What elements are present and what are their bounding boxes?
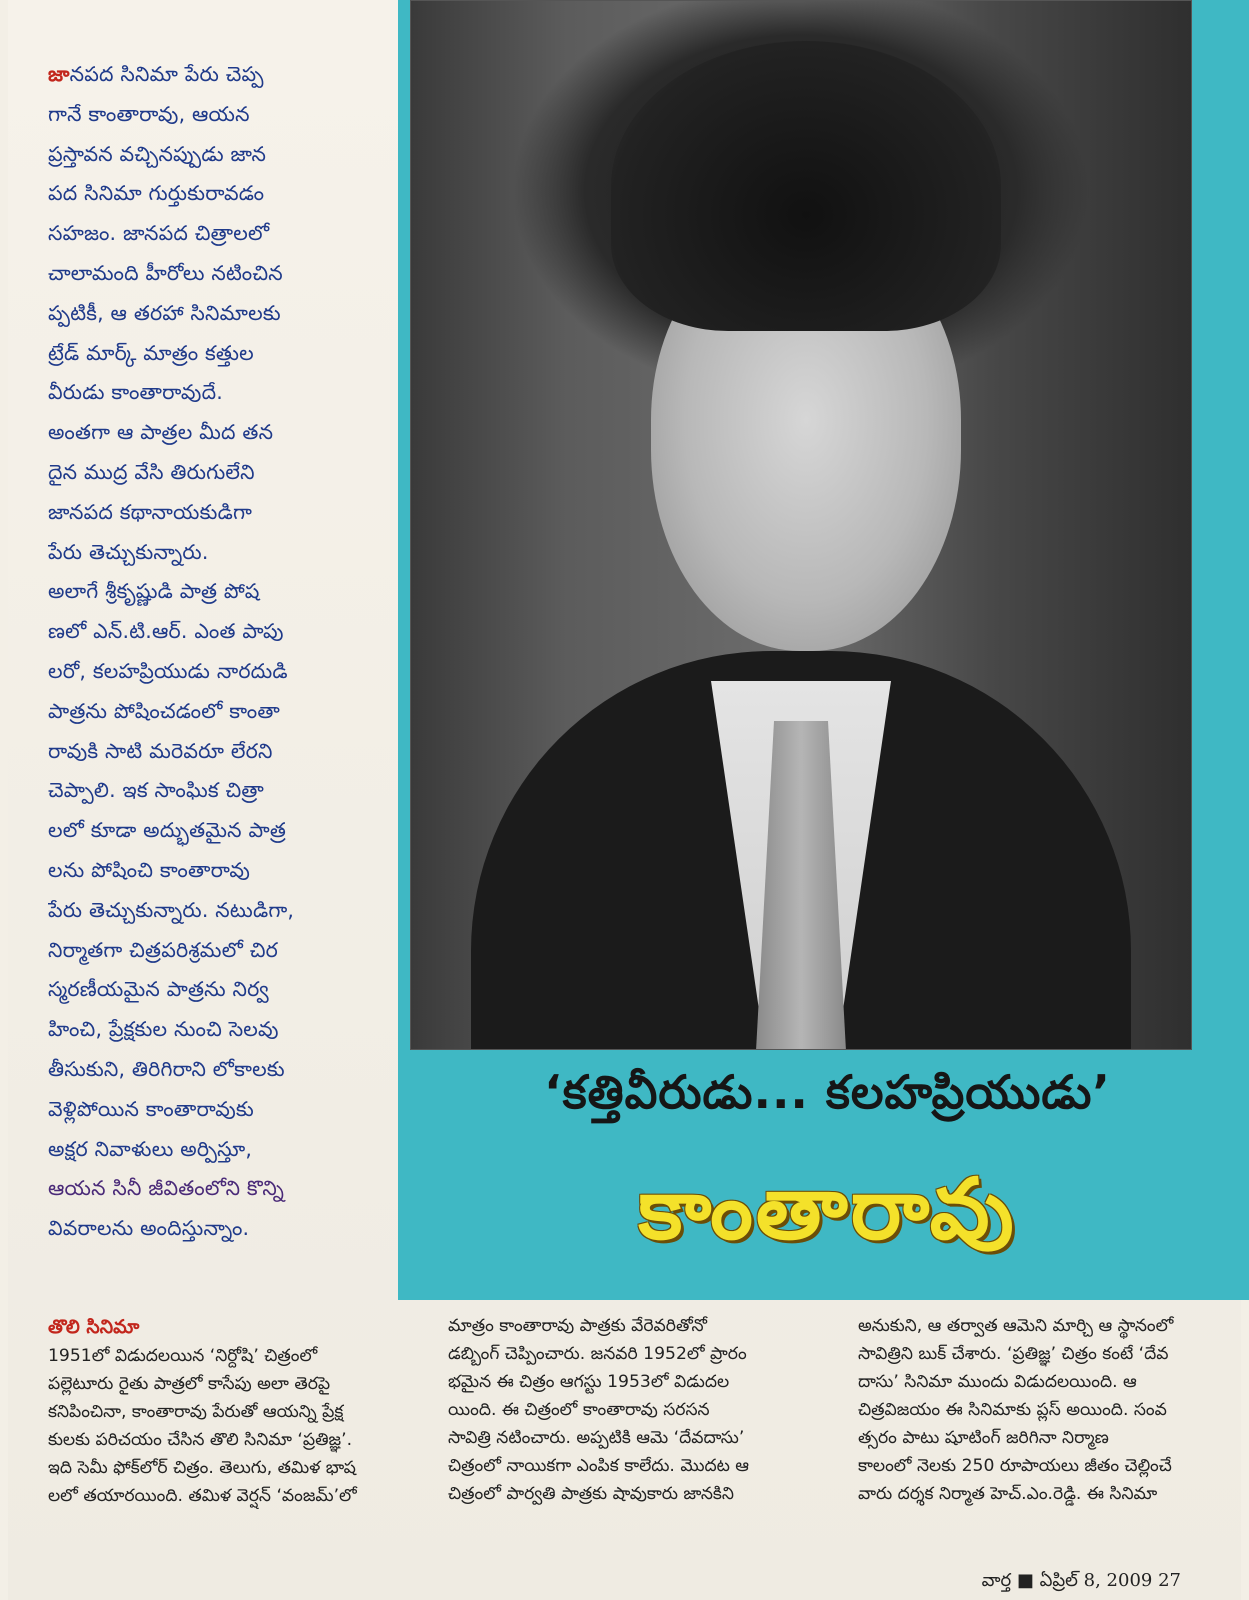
intro-line-text: సహజం. జానపద చిత్రాలలో xyxy=(48,221,270,246)
intro-line xyxy=(48,1090,378,1130)
intro-line-text: ణలో ఎన్.టి.ఆర్. ఎంత పాపు xyxy=(48,619,284,644)
intro-line-text: లను పోషించి కాంతారావు xyxy=(48,857,251,882)
intro-line xyxy=(48,572,378,612)
article-line: భమైన ఈ చిత్రం ఆగస్టు 1953లో విడుదల xyxy=(448,1372,730,1392)
intro-line xyxy=(48,1050,378,1090)
feature-box xyxy=(398,0,1249,1300)
article-line: పల్లెటూరు రైతు పాత్రలో కాసేపు అలా తెరపై xyxy=(48,1374,331,1394)
intro-line xyxy=(48,214,378,254)
photo-hair xyxy=(611,41,1001,331)
drop-cap: జా xyxy=(48,62,70,86)
intro-line xyxy=(48,493,378,533)
intro-line-text: పేరు తెచ్చుకున్నారు. xyxy=(48,539,209,564)
intro-line xyxy=(48,931,378,971)
intro-line xyxy=(48,373,378,413)
intro-line xyxy=(48,453,378,493)
intro-line-text: చెప్పాలి. ఇక సాంఘిక చిత్రా xyxy=(48,778,264,803)
intro-line-text: పాత్రను పోషించడంలో కాంతా xyxy=(48,698,280,723)
intro-line xyxy=(48,811,378,851)
intro-line xyxy=(48,135,378,175)
intro-line-text: స్మరణీయమైన పాత్రను నిర్వ xyxy=(48,977,269,1002)
article-line: సావిత్రి నటించారు. అప్పటికి ఆమె ‘దేవదాసు’ xyxy=(448,1428,745,1448)
article-line: సావిత్రిని బుక్ చేశారు. ‘ప్రతిజ్ఞ’ చిత్రం కంటే ‘దేవ xyxy=(858,1344,1169,1364)
intro-line-text: రావుకి సాటి మరెవరూ లేరని xyxy=(48,738,273,763)
article-line: చిత్రవిజయం ఈ సినిమాకు ప్లస్ అయింది. సంవ xyxy=(858,1400,1167,1420)
intro-line-text: వివరాలను అందిస్తున్నాం. xyxy=(48,1216,250,1241)
article-line: అనుకుని, ఆ తర్వాత ఆమెని మార్చి ఆ స్థానంలో xyxy=(858,1316,1174,1336)
intro-line-text: వీరుడు కాంతారావుదే. xyxy=(48,380,223,405)
article-column-2 xyxy=(448,1312,810,1567)
article-column-1 xyxy=(48,1312,410,1567)
article-line: 1951లో విడుదలయిన ‘నిర్దోషి’ చిత్రంలో xyxy=(48,1346,318,1366)
article-line: త్సరం పాటు షూటింగ్ జరిగినా నిర్మాణ xyxy=(858,1428,1109,1448)
article-line: ఇది సెమీ ఫోక్‌లోర్ చిత్రం. తెలుగు, తమిళ భాష xyxy=(48,1458,356,1478)
intro-line xyxy=(48,294,378,334)
intro-line xyxy=(48,1169,378,1209)
intro-line-text: నపద సినిమా పేరు చెప్ప xyxy=(69,62,264,86)
article-line: మాత్రం కాంతారావు పాత్రకు వేరెవరితోనో xyxy=(448,1316,707,1336)
article-column-3 xyxy=(858,1312,1220,1567)
article-line: లలో తయారయింది. తమిళ వెర్షన్ ‘వంజమ్’లో xyxy=(48,1486,357,1506)
intro-line-text: లరో, కలహప్రియుడు నారదుడి xyxy=(48,658,288,683)
intro-line-text: ఆయన సినీ జీవితంలోని కొన్ని xyxy=(48,1176,285,1201)
intro-line xyxy=(48,771,378,811)
intro-line xyxy=(48,1209,378,1249)
intro-line-text: గానే కాంతారావు, ఆయన xyxy=(48,101,250,126)
article-line: కాలంలో నెలకు 250 రూపాయలు జీతం చెల్లించే xyxy=(858,1456,1172,1476)
intro-line-text: తీసుకుని, తిరిగిరాని లోకాలకు xyxy=(48,1056,285,1081)
intro-line-text: ట్రేడ్ మార్క్ మాత్రం కత్తుల xyxy=(48,340,254,365)
intro-line-text: దైన ముద్ర వేసి తిరుగులేని xyxy=(48,459,255,484)
intro-line xyxy=(48,254,378,294)
article-line: దాసు’ సినిమా ముందు విడుదలయింది. ఆ xyxy=(858,1372,1137,1392)
intro-line xyxy=(48,95,378,135)
intro-line-text: ప్పటికీ, ఆ తరహా సినిమాలకు xyxy=(48,300,281,325)
intro-line-text: పద సినిమా గుర్తుకురావడం xyxy=(48,181,265,206)
intro-line xyxy=(48,851,378,891)
intro-line xyxy=(48,413,378,453)
headline: ‘కత్తివీరుడు... కలహప్రియుడు’ xyxy=(544,1065,1111,1119)
intro-line xyxy=(48,174,378,214)
intro-line-text: ప్రస్తావన వచ్చినప్పుడు జాన xyxy=(48,141,267,166)
intro-line-text: హించి, ప్రేక్షకుల నుంచి సెలవు xyxy=(48,1017,279,1042)
intro-line xyxy=(48,334,378,374)
intro-line xyxy=(48,692,378,732)
intro-line xyxy=(48,1010,378,1050)
intro-line-text: జానపద కథానాయకుడిగా xyxy=(48,499,253,524)
article-body xyxy=(48,1312,1228,1567)
intro-line xyxy=(48,652,378,692)
article-line: డబ్బింగ్ చెప్పించారు. జనవరి 1952లో ప్రారం xyxy=(448,1344,747,1364)
actor-portrait-photo xyxy=(410,0,1192,1050)
intro-line-text: పేరు తెచ్చుకున్నారు. నటుడిగా, xyxy=(48,897,295,922)
intro-line xyxy=(48,612,378,652)
page-footer: వార్త ■ ఏప్రిల్ 8, 2009 27 xyxy=(981,1570,1181,1591)
article-line: వారు దర్శక నిర్మాత హెచ్.ఎం.రెడ్డి. ఈ సినిమా xyxy=(858,1484,1158,1504)
intro-line xyxy=(48,55,378,95)
name-title: కాంతారావు xyxy=(638,1160,1017,1258)
intro-line-text: అలాగే శ్రీకృష్ణుడి పాత్ర పోష xyxy=(48,579,260,604)
intro-line-text: అక్షర నివాళులు అర్పిస్తూ, xyxy=(48,1136,253,1161)
intro-line-text: లలో కూడా అద్భుతమైన పాత్ర xyxy=(48,818,286,843)
intro-line-text: అంతగా ఆ పాత్రల మీద తన xyxy=(48,420,274,445)
intro-column xyxy=(48,55,378,1300)
article-line: కులకు పరిచయం చేసిన తొలి సినిమా ‘ప్రతిజ్ఞ’. xyxy=(48,1430,353,1450)
intro-line xyxy=(48,732,378,772)
intro-line-text: వెళ్లిపోయిన కాంతారావుకు xyxy=(48,1096,254,1121)
intro-line-text: నిర్మాతగా చిత్రపరిశ్రమలో చిర xyxy=(48,937,278,962)
article-line: చిత్రంలో పార్వతి పాత్రకు షావుకారు జానకిని xyxy=(448,1484,734,1504)
intro-line xyxy=(48,1130,378,1170)
intro-line xyxy=(48,891,378,931)
intro-line xyxy=(48,533,378,573)
article-line: యింది. ఈ చిత్రంలో కాంతారావు సరసన xyxy=(448,1400,710,1420)
article-line: చిత్రంలో నాయికగా ఎంపిక కాలేదు. మొదట ఆ xyxy=(448,1456,750,1476)
intro-line xyxy=(48,970,378,1010)
section-subhead: తొలి సినిమా xyxy=(48,1316,140,1338)
intro-line-text: చాలామంది హీరోలు నటించిన xyxy=(48,260,283,285)
article-line: కనిపించినా, కాంతారావు పేరుతో ఆయన్ని ప్రేక్ష xyxy=(48,1402,344,1422)
newspaper-page xyxy=(8,0,1241,1600)
